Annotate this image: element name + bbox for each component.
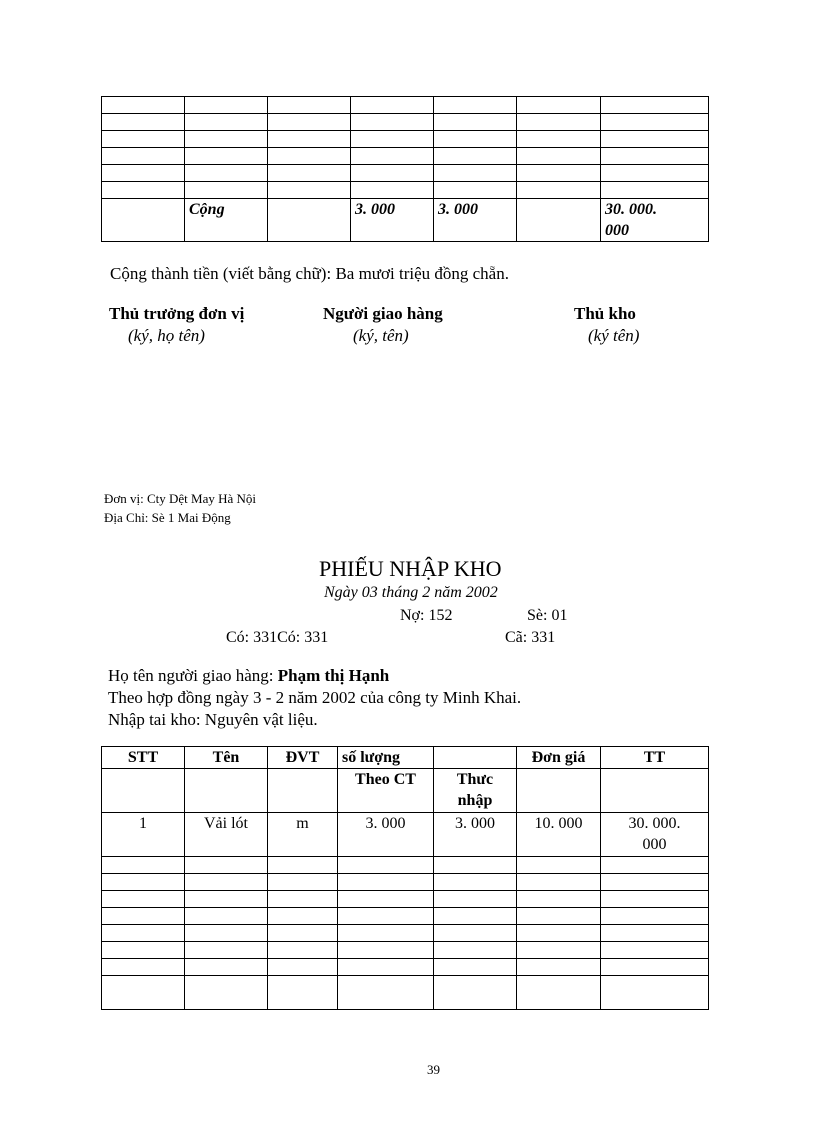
deliverer-label: Họ tên người giao hàng:: [108, 666, 278, 685]
amount-in-words: Cộng thành tiền (viết bằng chữ): Ba mươi triệu đồng chẵn.: [110, 264, 509, 283]
contract-line: Theo hợp đồng ngày 3 - 2 năm 2002 của công ty Minh Khai.: [108, 688, 522, 707]
table-row: [102, 942, 709, 959]
signature-note-storekeeper: (ký tên): [588, 326, 640, 345]
row1-don-gia: 10. 000: [517, 813, 601, 857]
address-line: Địa Chỉ: Sè 1 Mai Động: [104, 510, 231, 525]
deliverer-name: Phạm thị Hạnh: [277, 666, 390, 685]
total-amount-line1: 30. 000.: [605, 201, 657, 218]
table-row: [102, 97, 709, 114]
total-row: [102, 199, 709, 242]
table-row: [102, 813, 709, 857]
credit-account-1: Có: 331: [226, 629, 278, 646]
signature-note-deliverer: (ký, tên): [353, 326, 409, 345]
row1-tt: [601, 813, 709, 857]
signature-note-director: (ký, họ tên): [128, 326, 205, 345]
continuation-table: [101, 96, 709, 242]
signature-title-director: Thủ trưởng đơn vị: [109, 304, 245, 323]
credit-account-2: Có: 331: [277, 629, 329, 646]
col-thuc-nhap-line1: Thưc: [456, 771, 494, 788]
col-tt: TT: [601, 747, 709, 769]
signature-title-storekeeper: Thủ kho: [574, 304, 636, 323]
deliverer-line: [108, 666, 389, 686]
receipt-number: Sè: 01: [527, 607, 568, 624]
table-row: [102, 857, 709, 874]
row1-tt-line1: 30. 000.: [628, 815, 681, 832]
col-theo-ct: Theo CT: [338, 769, 434, 813]
col-thuc-nhap: [434, 769, 517, 813]
col-blank: [434, 747, 517, 769]
row1-dvt: m: [268, 813, 338, 857]
total-amount-line2: 000: [605, 222, 629, 239]
unit-line: Đơn vị: Cty Dệt May Hà Nội: [104, 491, 257, 506]
table-row: [102, 959, 709, 976]
signature-title-deliverer: Người giao hàng: [323, 304, 443, 323]
total-label: Cộng: [185, 199, 268, 242]
table-row: [102, 131, 709, 148]
table-row: [102, 114, 709, 131]
total-thuc-nhap: 3. 000: [434, 199, 517, 242]
col-stt: STT: [102, 747, 185, 769]
receipt-date: Ngày 03 tháng 2 năm 2002: [324, 584, 498, 601]
table-row: [102, 182, 709, 199]
col-ten: Tên: [185, 747, 268, 769]
debit-account: Nợ: 152: [400, 607, 453, 624]
credit-account: [226, 629, 328, 647]
row1-thuc-nhap: 3. 000: [434, 813, 517, 857]
total-theo-ct: 3. 000: [351, 199, 434, 242]
row1-ten: Vải lót: [185, 813, 268, 857]
warehouse-line: Nhập tai kho: Nguyên vật liệu.: [108, 710, 318, 729]
table-row: [102, 874, 709, 891]
total-amount: [601, 199, 709, 242]
header-row: [102, 747, 709, 769]
col-dvt: ĐVT: [268, 747, 338, 769]
table-row: [102, 148, 709, 165]
page-number: 39: [427, 1062, 440, 1077]
ca-account: Cã: 331: [505, 629, 556, 646]
table-row: [102, 891, 709, 908]
table-row: [102, 925, 709, 942]
page-title: PHIẾU NHẬP KHO: [319, 556, 502, 581]
table-row: [102, 908, 709, 925]
row1-tt-line2: 000: [642, 836, 667, 853]
table-row: [102, 976, 709, 1010]
col-so-luong: số lượng: [338, 747, 434, 769]
col-thuc-nhap-line2: nhập: [457, 792, 493, 809]
subheader-row: [102, 769, 709, 813]
table-row: [102, 165, 709, 182]
col-don-gia: Đơn giá: [517, 747, 601, 769]
row1-theo-ct: 3. 000: [338, 813, 434, 857]
row1-stt: 1: [102, 813, 185, 857]
receipt-table: [101, 746, 709, 1010]
